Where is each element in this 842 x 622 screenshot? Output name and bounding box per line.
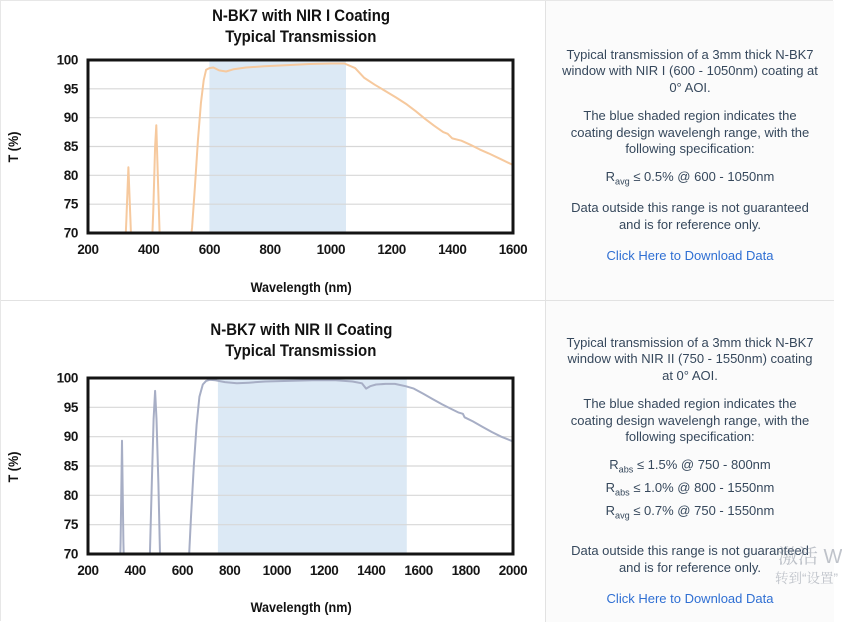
windows-activation-watermark-line2: 转到“设置” [775, 571, 838, 586]
chart-title-line1: N-BK7 with NIR I Coating [212, 6, 390, 25]
svg-text:200: 200 [77, 242, 99, 257]
svg-text:1400: 1400 [438, 242, 467, 257]
nir1-info-panel [545, 1, 834, 300]
svg-text:1800: 1800 [451, 563, 481, 578]
nir2-info-panel [545, 301, 834, 622]
spec-line: $R_{abs} \le 1.0\%$ @ 800 - 1550nm [605, 480, 775, 498]
nir2-download-data-link[interactable]: Click Here to Download Data [606, 591, 774, 607]
nir2-section [1, 301, 834, 622]
svg-text:80: 80 [63, 167, 78, 183]
nir1-download-data-link[interactable]: Click Here to Download Data [606, 248, 774, 264]
svg-text:800: 800 [259, 242, 281, 257]
nir2-disclaimer: Data outside this range is not guaranteed and is for reference only. [571, 543, 809, 575]
nir2-y-axis-label: T (%) [5, 451, 22, 483]
svg-text:1200: 1200 [377, 242, 406, 257]
svg-text:95: 95 [63, 81, 78, 97]
nir2-transmission-chart [1, 301, 545, 622]
svg-text:600: 600 [198, 242, 221, 257]
svg-text:100: 100 [56, 370, 78, 386]
svg-text:200: 200 [77, 563, 99, 578]
nir2-shaded-region-note: The blue shaded region indicates the coating design wavelengh range, with the following specification: [570, 396, 810, 444]
nir1-disclaimer: Data outside this range is not guaranteed and is for reference only. [571, 200, 809, 232]
svg-text:800: 800 [219, 563, 241, 578]
svg-text:600: 600 [171, 563, 194, 578]
nir2-chart-area [1, 301, 545, 622]
windows-activation-watermark-line1: 激活 W [778, 546, 842, 568]
svg-text:1000: 1000 [262, 563, 292, 578]
spec-line: $R_{avg} \le 0.5\%$ @ 600 - 1050nm [605, 169, 775, 187]
svg-text:90: 90 [63, 110, 78, 126]
svg-text:80: 80 [63, 487, 78, 503]
nir1-y-axis-label: T (%) [5, 131, 22, 163]
spec-line: $R_{avg} \le 0.7\%$ @ 750 - 1550nm [605, 503, 775, 521]
nir2-spec-block [561, 457, 819, 522]
chart-title-line2: Typical Transmission [225, 341, 377, 360]
svg-text:70: 70 [63, 546, 78, 562]
nir2-x-axis-label: Wavelength (nm) [250, 599, 352, 615]
svg-text:70: 70 [63, 225, 78, 241]
chart-title-line2: Typical Transmission [225, 27, 377, 46]
nir1-shaded-region-note: The blue shaded region indicates the coating design wavelengh range, with the following specification: [570, 108, 810, 156]
svg-text:95: 95 [63, 399, 78, 415]
nir1-chart-area [1, 1, 545, 300]
svg-text:75: 75 [63, 517, 78, 533]
svg-text:2000: 2000 [498, 563, 528, 578]
svg-text:90: 90 [63, 429, 78, 445]
nir1-description: Typical transmission of a 3mm thick N-BK7 window with NIR I (600 - 1050nm) coating at 0° AOI. [562, 47, 818, 95]
spec-line: $R_{abs} \le 1.5\%$ @ 750 - 800nm [609, 457, 771, 475]
nir1-section [1, 1, 834, 301]
chart-title-line1: N-BK7 with NIR II Coating [209, 320, 392, 339]
svg-text:400: 400 [124, 563, 146, 578]
svg-text:1400: 1400 [357, 563, 386, 578]
nir1-spec-block [561, 169, 819, 188]
nir1-transmission-chart [1, 1, 545, 300]
svg-text:1000: 1000 [316, 242, 346, 257]
svg-text:100: 100 [56, 52, 78, 68]
svg-text:1200: 1200 [309, 563, 339, 578]
svg-text:1600: 1600 [498, 242, 528, 257]
svg-text:1600: 1600 [404, 563, 433, 578]
svg-text:400: 400 [138, 242, 160, 257]
nir2-description: Typical transmission of a 3mm thick N-BK7 window with NIR II (750 - 1550nm) coating at 0° AOI. [566, 335, 814, 383]
svg-text:85: 85 [63, 139, 78, 154]
svg-text:85: 85 [63, 458, 78, 474]
nir1-x-axis-label: Wavelength (nm) [250, 279, 352, 295]
svg-text:75: 75 [63, 196, 78, 212]
